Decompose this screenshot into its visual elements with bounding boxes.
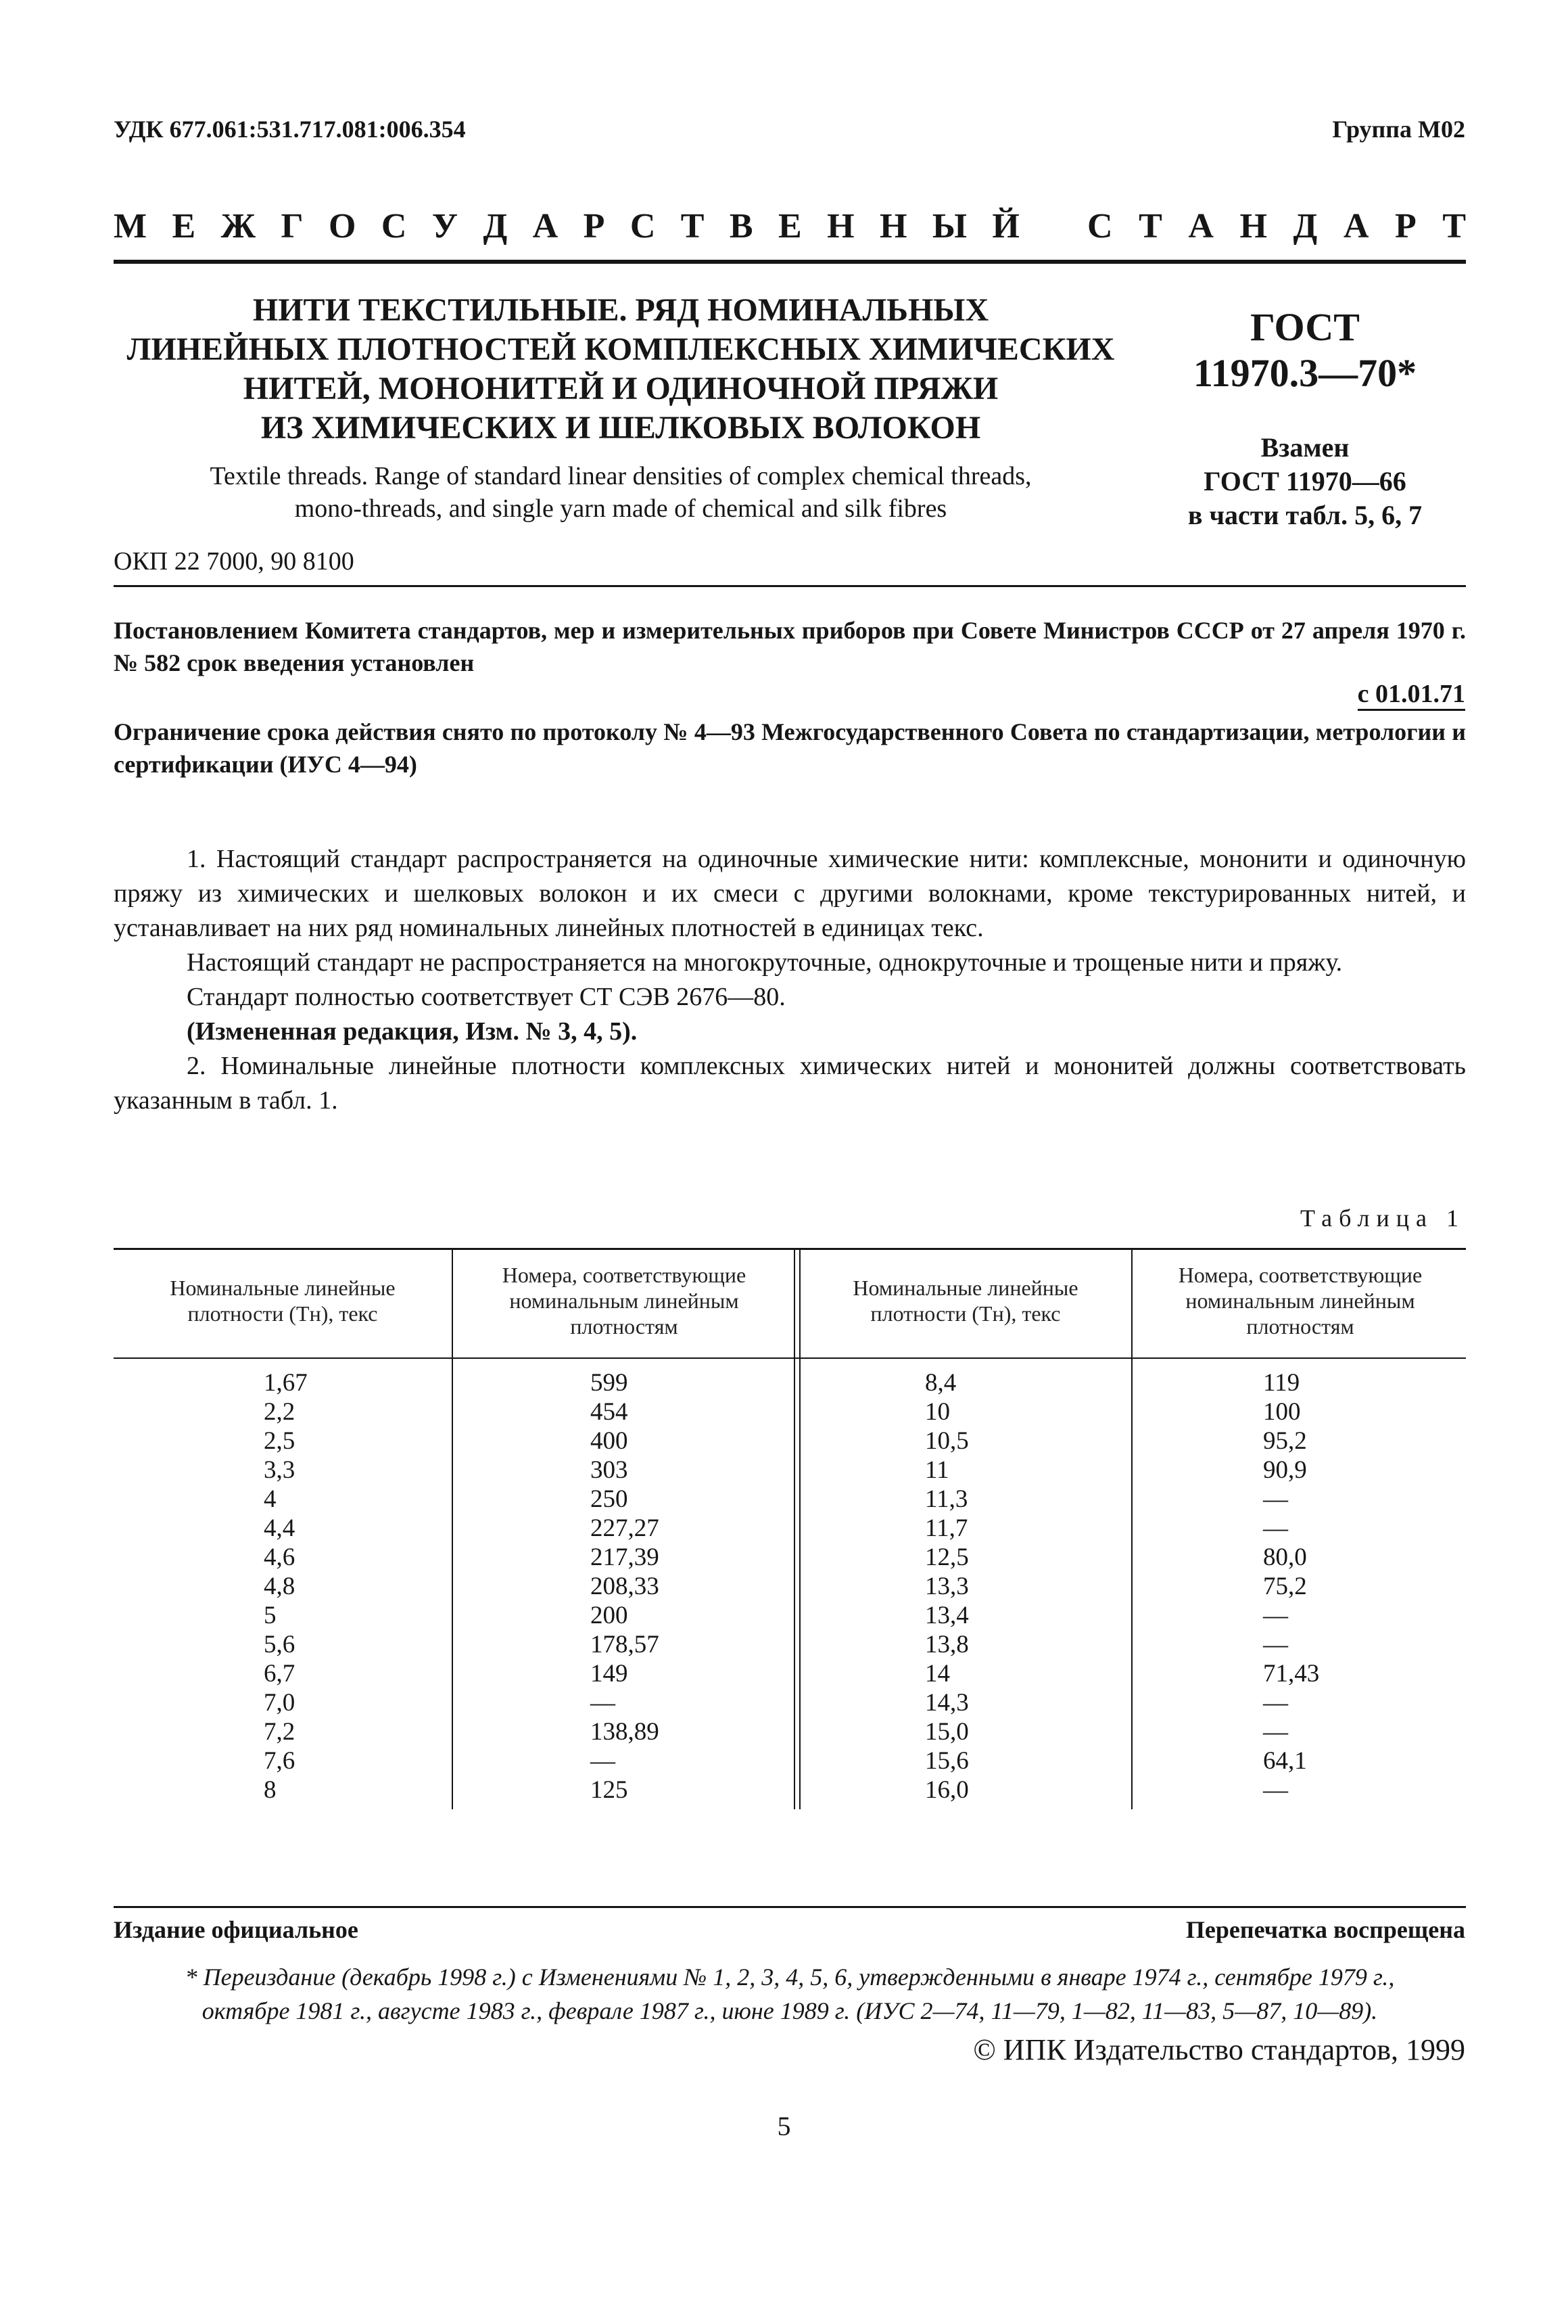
title-rule — [114, 585, 1466, 587]
table-cell: 227,27 — [590, 1514, 659, 1542]
table-cell: 15,6 — [925, 1747, 969, 1775]
title-en-line: mono-threads, and single yarn made of chemical and silk fibres — [294, 494, 947, 523]
table-cell: 138,89 — [590, 1718, 659, 1746]
footer-rule — [114, 1906, 1466, 1908]
table-cell: 5,6 — [264, 1631, 295, 1658]
table-cell: 5 — [264, 1602, 277, 1629]
banner-letter: С — [629, 207, 656, 246]
table-cell: 8 — [264, 1776, 277, 1804]
banner-letter: В — [729, 207, 753, 246]
table-cell: — — [1263, 1602, 1288, 1629]
table-cell: 1,67 — [264, 1369, 308, 1397]
table-cell: — — [1263, 1689, 1288, 1717]
banner-letter: Т — [1442, 207, 1466, 246]
banner-letter: О — [328, 207, 356, 246]
banner-letter: Г — [281, 207, 304, 246]
banner-letter: А — [532, 207, 559, 246]
paragraph-amendment: (Измененная редакция, Изм. № 3, 4, 5). — [187, 1017, 638, 1046]
header-density — [127, 1248, 438, 1353]
table-cell: — — [1263, 1718, 1288, 1746]
banner-letter: Д — [483, 207, 508, 246]
header-numbers — [1141, 1248, 1459, 1353]
table-cell: 4 — [264, 1485, 277, 1513]
table-divider — [1131, 1248, 1133, 1809]
title-line: ЛИНЕЙНЫХ ПЛОТНОСТЕЙ КОМПЛЕКСНЫХ ХИМИЧЕСКИХ — [126, 331, 1115, 367]
banner-letter: У — [431, 207, 458, 246]
banner-word-interstate — [114, 206, 1020, 254]
banner-letter: Т — [1139, 207, 1162, 246]
body-text — [114, 842, 1466, 1118]
table-cell: 10 — [925, 1398, 950, 1426]
header-text: Номинальные линейные плотности (Tн), текс — [170, 1276, 396, 1326]
table-cell: 200 — [590, 1602, 628, 1629]
table-double-divider — [794, 1248, 795, 1809]
replaces-line: Взамен — [1260, 432, 1350, 463]
header-rule — [114, 260, 1466, 264]
paragraph-exclusion: Настоящий стандарт не распространяется на многокруточные, однокруточные и трощеные нити и пряжу. — [187, 948, 1343, 977]
table-cell: 14,3 — [925, 1689, 969, 1717]
table-cell: 6,7 — [264, 1660, 295, 1688]
table-cell: 4,4 — [264, 1514, 295, 1542]
banner-letter: Д — [1293, 207, 1318, 246]
table-cell: 16,0 — [925, 1776, 969, 1804]
table-cell: 7,6 — [264, 1747, 295, 1775]
column-number-2 — [1263, 1368, 1319, 1805]
table-cell: 95,2 — [1263, 1427, 1307, 1455]
table-cell: — — [1263, 1485, 1288, 1513]
banner-letter: А — [1188, 207, 1214, 246]
header-text: Номера, соответствующие номинальным линейным плотностям — [1178, 1263, 1423, 1339]
table-cell: 303 — [590, 1456, 628, 1484]
table-cell: 80,0 — [1263, 1543, 1307, 1571]
table-cell: 4,6 — [264, 1543, 295, 1571]
table-cell: — — [1263, 1514, 1288, 1542]
banner-letter: Т — [680, 207, 705, 246]
udk-code: УДК 677.061:531.717.081:006.354 — [114, 116, 466, 143]
table-cell: 2,5 — [264, 1427, 295, 1455]
table-cell: 7,2 — [264, 1718, 295, 1746]
table-cell: — — [1263, 1776, 1288, 1804]
table-cell: 250 — [590, 1485, 628, 1513]
table-cell: 11,7 — [925, 1514, 968, 1542]
paragraph-scope: 1. Настоящий стандарт распространяется на одиночные химические нити: комплексные, мононити и одиночную пряжу из химических и шелковых волокон и их смеси с другими волокнами, кроме текстурированных нитей, и устанавливает на них ряд номинальных линейных плотностей в единицах текс. — [114, 845, 1466, 942]
reissue-line: * Переиздание (декабрь 1998 г.) с Изменениями № 1, 2, 3, 4, 5, 6, утвержденными в январе 1974 г., сентябре 1979 г., — [185, 1963, 1395, 1991]
table-cell: 599 — [590, 1369, 628, 1397]
title-line: НИТЕЙ, МОНОНИТЕЙ И ОДИНОЧНОЙ ПРЯЖИ — [243, 371, 999, 406]
table-cell: 178,57 — [590, 1631, 659, 1658]
title-line: ИЗ ХИМИЧЕСКИХ И ШЕЛКОВЫХ ВОЛОКОН — [260, 410, 981, 446]
reprint-prohibited: Перепечатка воспрещена — [1185, 1916, 1465, 1943]
gost-code: 11970.3—70* — [1193, 351, 1417, 395]
official-edition: Издание официальное — [114, 1916, 358, 1943]
header-text: Номинальные линейные плотности (Tн), текс — [853, 1276, 1078, 1326]
decree-introduction: Постановлением Комитета стандартов, мер и измерительных приборов при Совете Министров СССР от 27 апреля 1970 г. № 582 срок введения установлен — [114, 617, 1466, 676]
table-cell: 11 — [925, 1456, 949, 1484]
column-density-1 — [264, 1368, 308, 1805]
table-divider — [452, 1248, 453, 1809]
density-table — [114, 1248, 1466, 1809]
banner-letter: Ж — [220, 207, 256, 246]
table-double-divider — [799, 1248, 801, 1809]
banner-letter: Н — [880, 207, 907, 246]
standard-banner — [114, 206, 1466, 254]
table-cell: 90,9 — [1263, 1456, 1307, 1484]
table-cell: 13,4 — [925, 1602, 969, 1629]
replaces-line: в части табл. 5, 6, 7 — [1187, 500, 1423, 530]
replaces-line: ГОСТ 11970—66 — [1204, 466, 1406, 496]
column-number-1 — [590, 1368, 659, 1805]
banner-word-standard — [1087, 206, 1466, 254]
replaces-note — [1143, 431, 1467, 532]
banner-letter: М — [114, 207, 147, 246]
column-density-2 — [925, 1368, 969, 1805]
table-cell: 14 — [925, 1660, 950, 1688]
banner-letter: Н — [1239, 207, 1267, 246]
table-header-border — [114, 1357, 1466, 1359]
banner-letter: А — [1343, 207, 1369, 246]
table-cell: 15,0 — [925, 1718, 969, 1746]
banner-letter: Ы — [932, 207, 967, 246]
header-density — [810, 1248, 1121, 1353]
table-cell: — — [1263, 1631, 1288, 1658]
table-cell: 454 — [590, 1398, 628, 1426]
table-cell: 64,1 — [1263, 1747, 1307, 1775]
table-caption: Таблица 1 — [1300, 1205, 1465, 1232]
table-cell: 400 — [590, 1427, 628, 1455]
page-number: 5 — [777, 2111, 791, 2141]
header-text: Номера, соответствующие номинальным линейным плотностям — [502, 1263, 746, 1339]
table-cell: 13,8 — [925, 1631, 969, 1658]
table-cell: 119 — [1263, 1369, 1300, 1397]
group-code: Группа М02 — [1332, 116, 1465, 143]
table-cell: 100 — [1263, 1398, 1301, 1426]
table-cell: 208,33 — [590, 1573, 659, 1600]
table-cell: 3,3 — [264, 1456, 295, 1484]
table-cell: 12,5 — [925, 1543, 969, 1571]
copyright: © ИПК Издательство стандартов, 1999 — [973, 2033, 1465, 2066]
banner-letter: С — [381, 207, 407, 246]
table-cell: 125 — [590, 1776, 628, 1804]
banner-letter: С — [1087, 207, 1113, 246]
table-cell: 217,39 — [590, 1543, 659, 1571]
reissue-note — [114, 1960, 1466, 2028]
table-cell: 2,2 — [264, 1398, 295, 1426]
banner-letter: Е — [172, 207, 196, 246]
header-numbers — [465, 1248, 783, 1353]
table-cell: 8,4 — [925, 1369, 957, 1397]
table-cell: 71,43 — [1263, 1660, 1320, 1688]
okp-code: ОКП 22 7000, 90 8100 — [114, 547, 354, 576]
effective-date: с 01.01.71 — [1358, 679, 1465, 711]
table-cell: 13,3 — [925, 1573, 969, 1600]
banner-letter: Р — [1394, 207, 1417, 246]
table-cell: — — [590, 1689, 615, 1717]
table-cell: 149 — [590, 1660, 628, 1688]
table-cell: 10,5 — [925, 1427, 969, 1455]
paragraph-densities: 2. Номинальные линейные плотности комплексных химических нитей и мононитей должны соответствовать указанным в табл. 1. — [114, 1052, 1466, 1115]
gost-number — [1156, 304, 1454, 396]
paragraph-conformity: Стандарт полностью соответствует СТ СЭВ 2676—80. — [187, 983, 786, 1011]
title-english — [114, 460, 1128, 525]
decree-limitation: Ограничение срока действия снято по протоколу № 4—93 Межгосударственного Совета по стандартизации, метрологии и сертификации (ИУС 4—94) — [114, 718, 1466, 778]
table-cell: — — [590, 1747, 615, 1775]
table-cell: 11,3 — [925, 1485, 968, 1513]
table-cell: 7,0 — [264, 1689, 295, 1717]
table-cell: 4,8 — [264, 1573, 295, 1600]
banner-letter: Й — [992, 207, 1020, 246]
title-line: НИТИ ТЕКСТИЛЬНЫЕ. РЯД НОМИНАЛЬНЫХ — [252, 292, 989, 328]
table-cell: 75,2 — [1263, 1573, 1307, 1600]
banner-letter: Н — [827, 207, 855, 246]
banner-letter: Р — [583, 207, 605, 246]
title-russian — [114, 291, 1128, 448]
gost-label: ГОСТ — [1250, 305, 1360, 349]
banner-letter: Е — [778, 207, 802, 246]
title-en-line: Textile threads. Range of standard linear densities of complex chemical threads, — [210, 462, 1032, 490]
reissue-line: октябре 1981 г., августе 1983 г., феврале 1987 г., июне 1989 г. (ИУС 2—74, 11—79, 1—82, 11—83, 5—87, 10—89). — [201, 1997, 1378, 2024]
